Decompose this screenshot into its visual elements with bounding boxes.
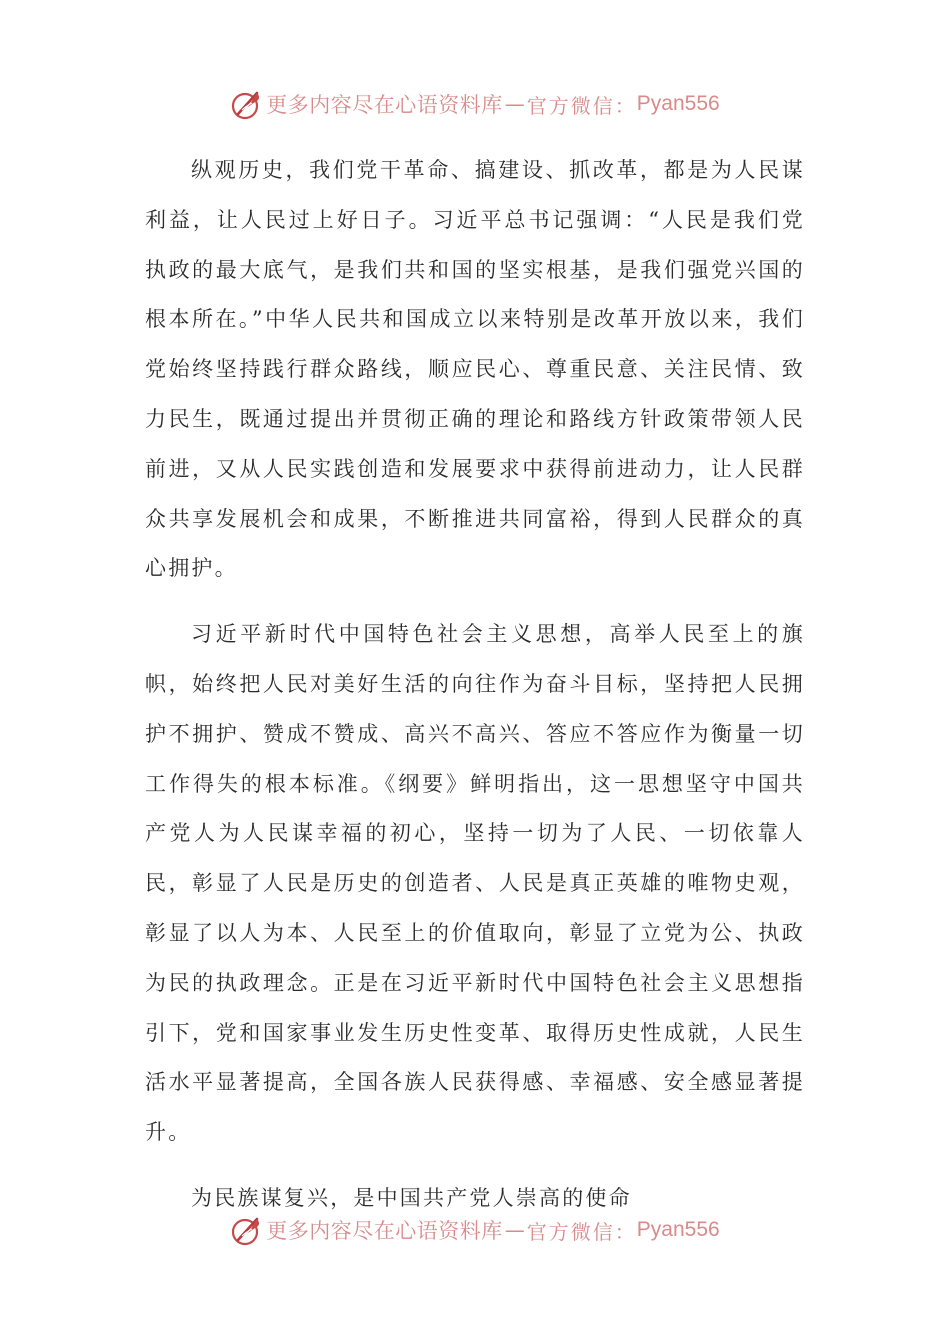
header-banner	[0, 84, 950, 124]
footer-wechat-id: Pyan556	[636, 1218, 720, 1241]
footer-banner-text: 更多内容尽在心语资料库	[266, 1219, 503, 1243]
paragraph-1: 纵观历史，我们党干革命、搞建设、抓改革，都是为人民谋利益，让人民过上好日子。习近平总书记强调：“人民是我们党执政的最大底气，是我们共和国的坚实根基，是我们强党兴国的根本所在。”中华人民共和国成立以来特别是改革开放以来，我们党始终坚持践行群众路线，顺应民心、尊重民意、关注民情、致力民生，既通过提出并贯彻正确的理论和路线方针政策带领人民前进，又从人民实践创造和发展要求中获得前进动力，让人民群众共享发展机会和成果，不断推进共同富裕，得到人民群众的真心拥护。	[145, 158, 805, 581]
header-banner-separator: —	[504, 92, 525, 116]
quill-pen-logo-icon	[230, 1213, 264, 1247]
header-wechat-id: Pyan556	[636, 92, 720, 115]
header-banner-text: 更多内容尽在心语资料库	[266, 93, 503, 117]
paragraph-2: 习近平新时代中国特色社会主义思想，高举人民至上的旗帜，始终把人民对美好生活的向往作为奋斗目标，坚持把人民拥护不拥护、赞成不赞成、高兴不高兴、答应不答应作为衡量一切工作得失的根本标准。《纲要》鲜明指出，这一思想坚守中国共产党人为人民谋幸福的初心，坚持一切为了人民、一切依靠人民，彰显了人民是历史的创造者、人民是真正英雄的唯物史观，彰显了以人为本、人民至上的价值取向，彰显了立党为公、执政为民的执政理念。正是在习近平新时代中国特色社会主义思想指引下，党和国家事业发生历史性变革、取得历史性成就，人民生活水平显著提高，全国各族人民获得感、幸福感、安全感显著提升。	[145, 622, 805, 1145]
footer-wechat-label: 官方微信：	[526, 1219, 637, 1244]
footer-banner-separator: —	[504, 1218, 525, 1242]
footer-banner	[0, 1210, 950, 1250]
document-body	[145, 146, 805, 1240]
header-wechat-label: 官方微信：	[526, 93, 637, 118]
quill-pen-logo-icon	[230, 87, 264, 121]
paragraph-3: 为民族谋复兴，是中国共产党人崇高的使命	[191, 1185, 632, 1210]
